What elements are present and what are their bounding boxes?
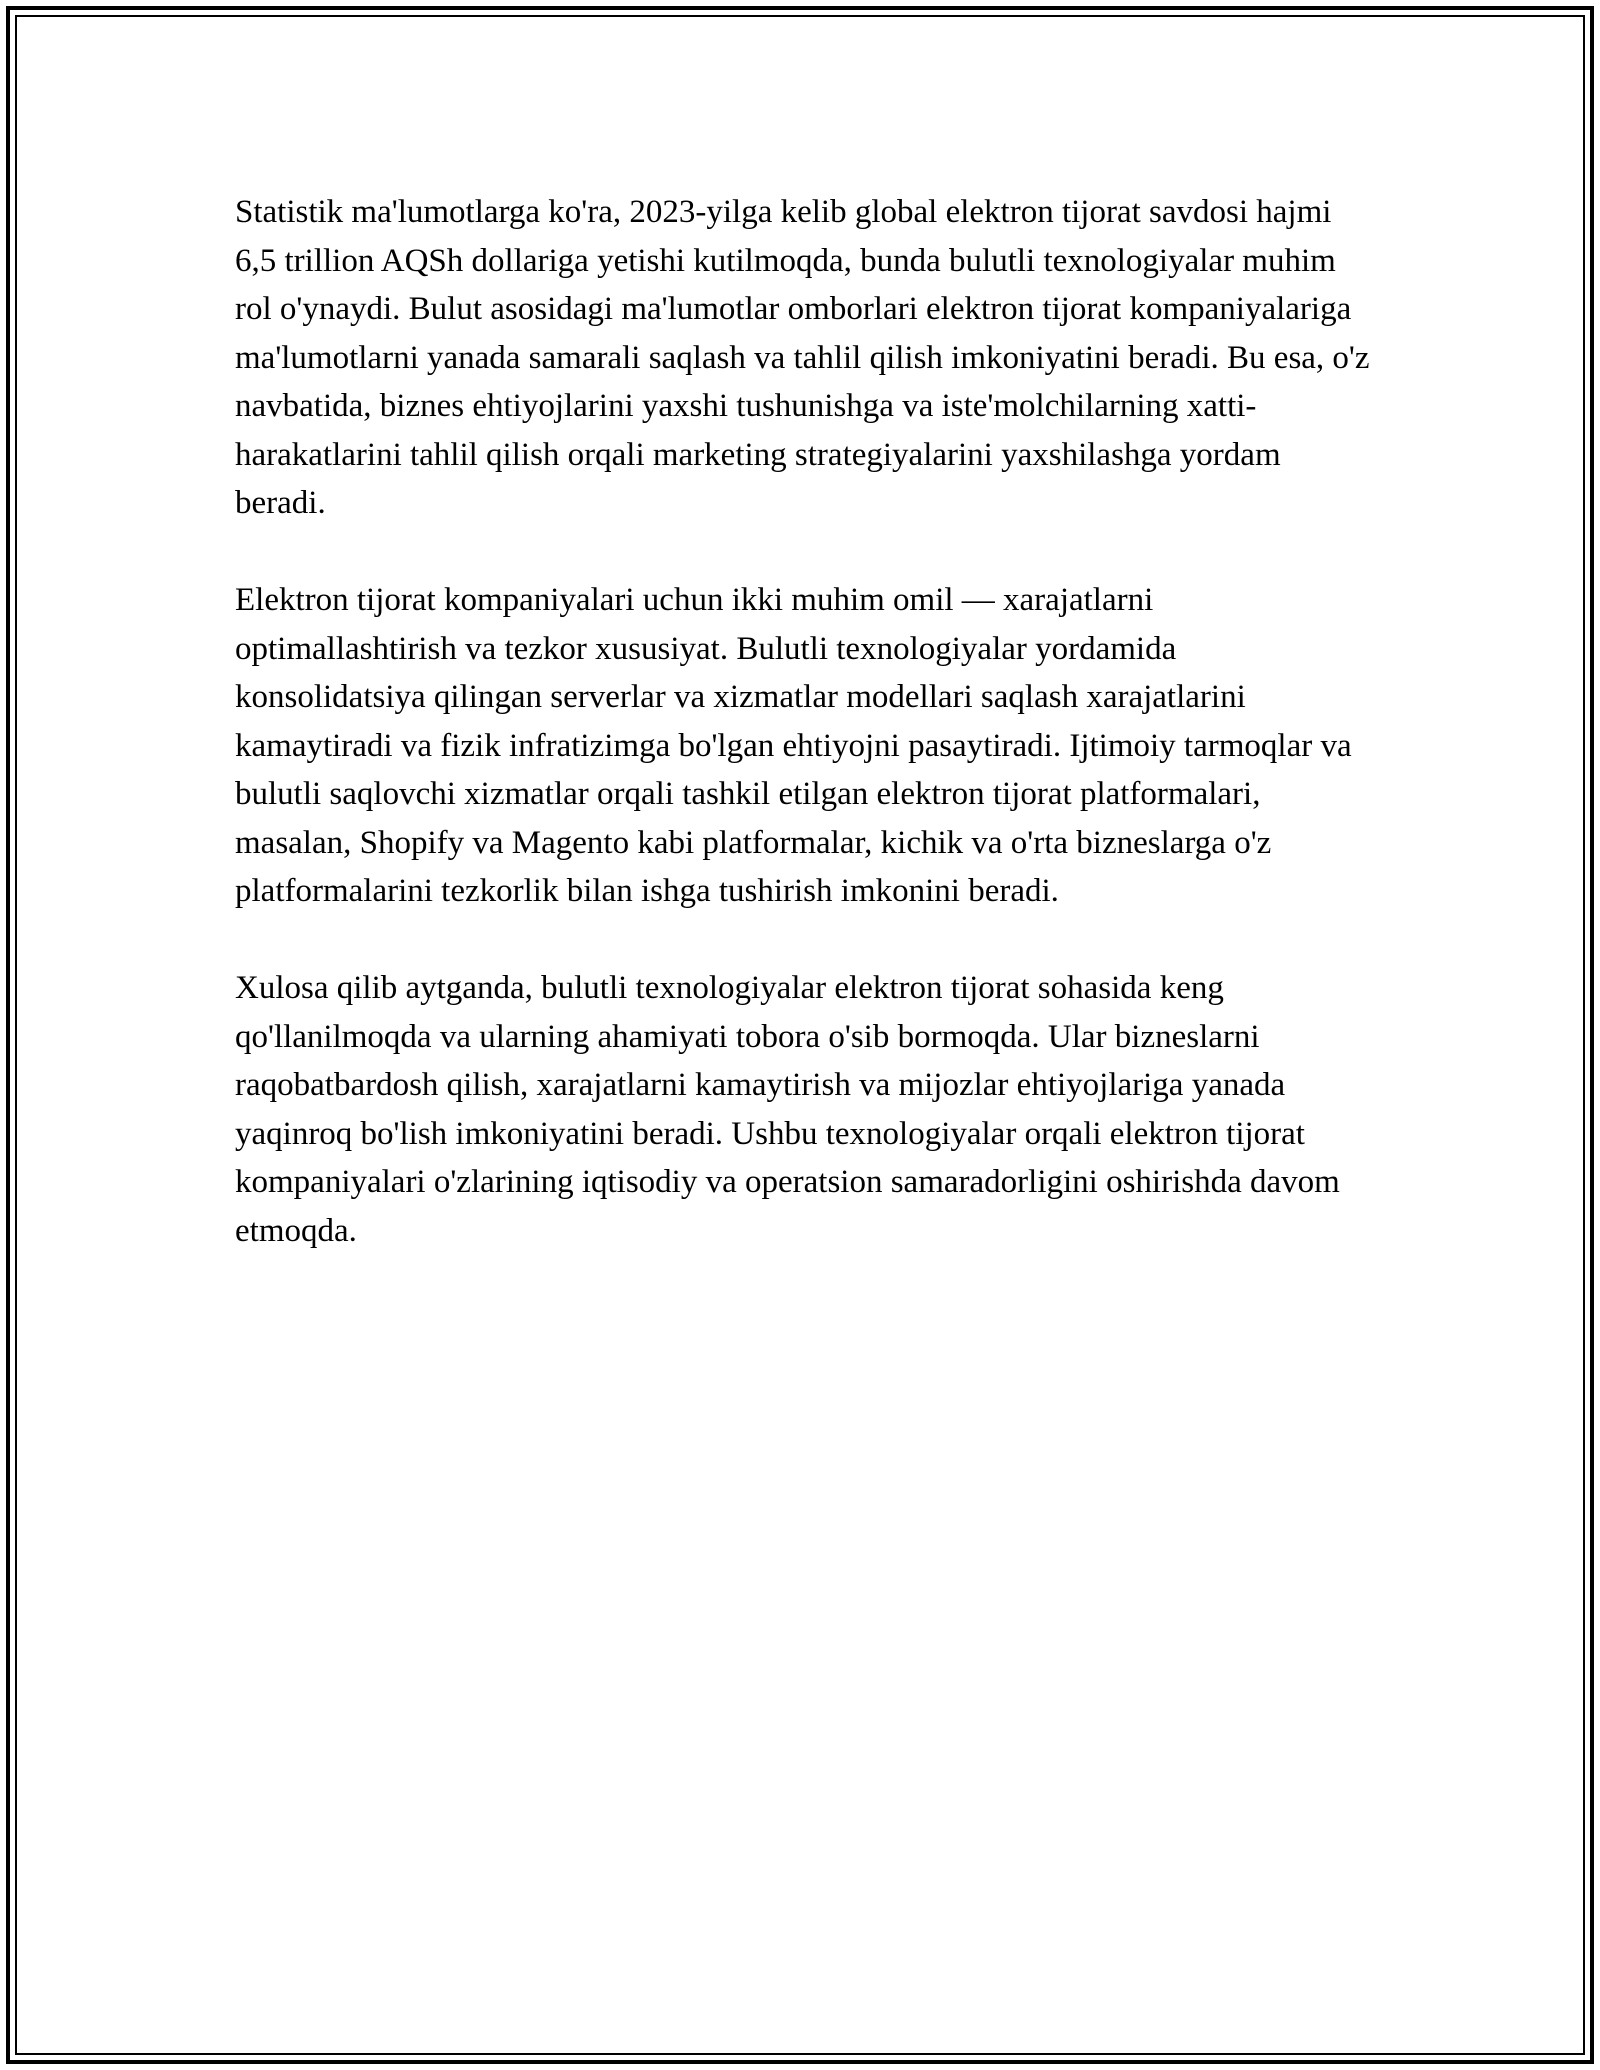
document-body (235, 188, 1375, 1304)
paragraph-conclusion: Xulosa qilib aytganda, bulutli texnologiyalar elektron tijorat sohasida keng qo'llanilmoqda va ularning ahamiyati tobora o'sib bormoqda. Ular bizneslarni raqobatbardosh qilish, xarajatlarni kamaytirish va mijozlar ehtiyojlariga yanada yaqinroq bo'lish imkoniyatini beradi. Ushbu texnologiyalar orqali elektron tijorat kompaniyalari o'zlarining iqtisodiy va operatsion samaradorligini oshirishda davom etmoqda. (235, 970, 1340, 1249)
paragraph-cost-optimization: Elektron tijorat kompaniyalari uchun ikki muhim omil — xarajatlarni optimallashtirish va tezkor xususiyat. Bulutli texnologiyalar yordamida konsolidatsiya qilingan serverlar va xizmatlar modellari saqlash xarajatlarini kamaytiradi va fizik infratizimga bo'lgan ehtiyojni pasaytiradi. Ijtimoiy tarmoqlar va bulutli saqlovchi xizmatlar orqali tashkil etilgan elektron tijorat platformalari, masalan, Shopify va Magento kabi platformalar, kichik va o'rta bizneslarga o'z platformalarini tezkorlik bilan ishga tushirish imkonini beradi. (235, 582, 1352, 909)
paragraph-statistics: Statistik ma'lumotlarga ko'ra, 2023-yilga kelib global elektron tijorat savdosi hajmi 6,5 trillion AQSh dollariga yetishi kutilmoqda, bunda bulutli texnologiyalar muhim rol o'ynaydi. Bulut asosidagi ma'lumotlar omborlari elektron tijorat kompaniyalariga ma'lumotlarni yanada samarali saqlash va tahlil qilish imkoniyatini beradi. Bu esa, o'z navbatida, biznes ehtiyojlarini yaxshi tushunishga va iste'molchilarning xatti-harakatlarini tahlil qilish orqali marketing strategiyalarini yaxshilashga yordam beradi. (235, 194, 1370, 521)
